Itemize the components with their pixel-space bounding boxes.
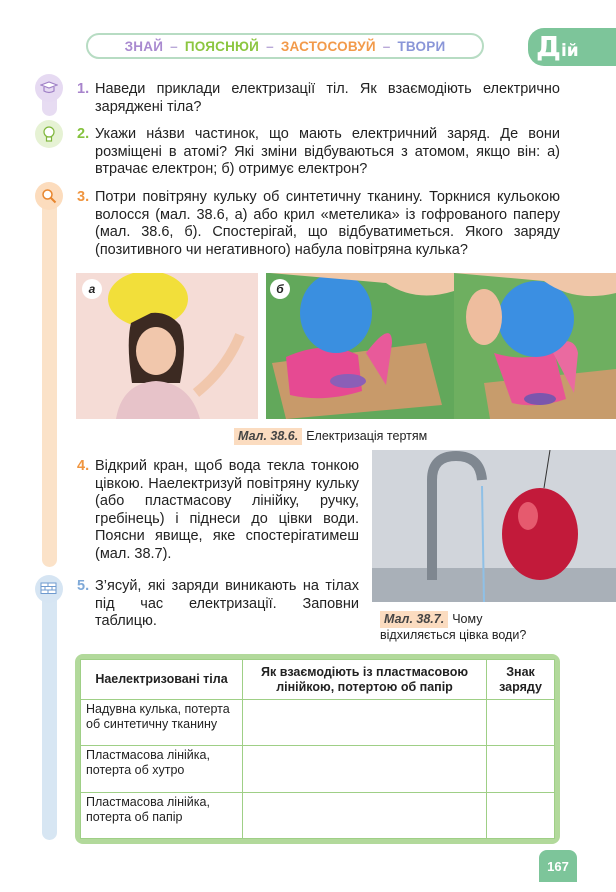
table-row	[81, 746, 555, 792]
table-cell-body: Пластмасова лінійка, потерта об хутро	[81, 746, 243, 792]
figure-tag: Мал. 38.7.	[380, 611, 448, 628]
magnifier-icon	[35, 182, 63, 210]
task-text: Укажи на́зви частинок, що мають електричний заряд. Де вони розміщені в атомі? Які зміни відбуваються з атомом, якщо він: а) втрачає електрон; б) отримує електрон?	[95, 126, 560, 178]
page-number: 167	[539, 850, 577, 882]
lightbulb-icon	[35, 120, 63, 148]
task-number: 3.	[77, 189, 90, 205]
charges-table-frame	[75, 654, 560, 844]
task-5	[77, 578, 359, 631]
table-cell-sign[interactable]	[487, 792, 555, 838]
task-number: 2.	[77, 126, 90, 142]
banner-dash: –	[170, 38, 178, 54]
banner-word-create: ТВОРИ	[397, 38, 446, 54]
task-text: Відкрий кран, щоб вода текла тонкою цівкою. Наелектризуй повітряну кульку (або пластмасову лінійку, ручку, гребінець) і піднеси до цівки води. Поясни явище, яке спостерігатимеш (мал. 38.7).	[95, 458, 359, 562]
rail-bar-blue	[42, 590, 57, 840]
banner-dash: –	[266, 38, 274, 54]
task-3	[77, 189, 560, 259]
table-header-bodies: Наелектризовані тіла	[81, 660, 243, 700]
table-header-sign: Знак заряду	[487, 660, 555, 700]
task-number: 1.	[77, 81, 90, 97]
banner-word-explain: ПОЯСНЮЙ	[184, 38, 260, 54]
charges-table	[80, 659, 555, 839]
banner-word-apply: ЗАСТОСОВУЙ	[280, 38, 376, 54]
task-text: З’ясуй, які заряди виникають на тілах під час електризації. Заповни таблицю.	[95, 578, 359, 630]
section-tab-label: Дій	[536, 30, 579, 63]
task-text: Потри повітряну кульку об синтетичну тканину. Торкнися кульокою волосся (мал. 38.6, а) або крил «метелика» із гофрованого паперу (мал. 38.6, б). Спостерігай, що відбуватиметься. Якого заряду (позитивного чи негативного) набула повітряна кулька?	[95, 189, 560, 258]
task-2	[77, 126, 560, 179]
photo-label-a: а	[82, 279, 102, 299]
banner-dash: –	[382, 38, 391, 54]
task-number: 5.	[77, 578, 90, 594]
table-cell-sign[interactable]	[487, 700, 555, 746]
photo-balloon-butterfly-2	[454, 273, 616, 419]
figure-caption-text: Електризація тертям	[306, 429, 428, 443]
figure-caption-38-6	[234, 428, 427, 445]
table-row	[81, 700, 555, 746]
section-banner	[86, 33, 484, 59]
figure-caption-38-7	[380, 611, 558, 643]
photo-girl-balloon	[76, 273, 258, 419]
task-number: 4.	[77, 458, 90, 474]
figure-caption-text: Чому відхиляється цівка води?	[380, 612, 527, 642]
table-cell-body: Надувна кулька, потерта об синтетичну тканину	[81, 700, 243, 746]
table-row	[81, 792, 555, 838]
table-cell-interaction[interactable]	[243, 700, 487, 746]
photo-label-b: б	[270, 279, 290, 299]
task-text: Наведи приклади електризації тіл. Як взаємодіють електрично заряджені тіла?	[95, 81, 560, 115]
photo-balloon-butterfly-1	[266, 273, 454, 419]
task-1	[77, 81, 560, 116]
banner-word-know: ЗНАЙ	[124, 38, 164, 54]
figure-tag: Мал. 38.6.	[234, 428, 302, 445]
rail-bar-orange	[42, 195, 57, 567]
table-cell-body: Пластмасова лінійка, потерта об папір	[81, 792, 243, 838]
brick-wall-icon	[35, 575, 63, 603]
graduation-cap-icon	[35, 74, 63, 102]
table-header-interaction: Як взаємодіють із пластмасовою лінійкою, потертою об папір	[243, 660, 487, 700]
table-cell-interaction[interactable]	[243, 792, 487, 838]
photo-tap-balloon	[372, 450, 616, 602]
table-cell-sign[interactable]	[487, 746, 555, 792]
table-cell-interaction[interactable]	[243, 746, 487, 792]
task-4	[77, 458, 359, 564]
